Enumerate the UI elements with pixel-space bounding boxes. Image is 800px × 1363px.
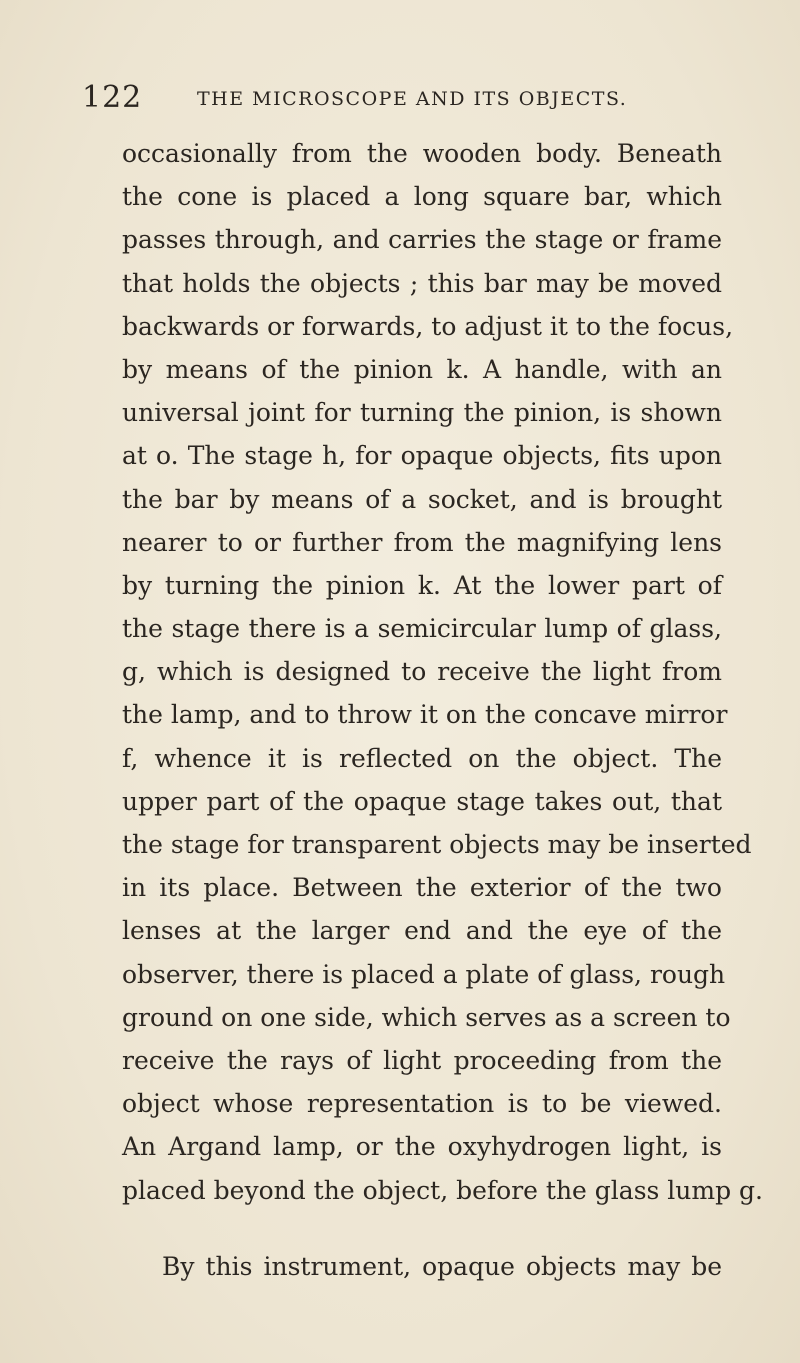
text-line: the stage there is a semicircular lump of glass, [122, 614, 722, 644]
text-line: ground on one side, which serves as a screen to [122, 1002, 731, 1032]
text-line: occasionally from the wooden body. Beneath [122, 139, 722, 168]
running-title: THE MICROSCOPE AND ITS OBJECTS. [197, 88, 628, 110]
text-line: nearer to or further from the magnifying lens [122, 527, 722, 557]
text-line: in its place. Between the exterior of the two [122, 873, 722, 903]
text-line: the bar by means of a socket, and is brought [122, 484, 722, 514]
text-line: placed beyond the object, before the glass lump g. [122, 1175, 764, 1205]
text-line: at o. The stage h, for opaque objects, fits upon [122, 441, 722, 471]
text-line: universal joint for turning the pinion, is shown [122, 398, 722, 428]
page-number: 122 [82, 80, 143, 115]
text-line: upper part of the opaque stage takes out, that [122, 786, 722, 816]
text-line: the lamp, and to throw it on the concave mirror [122, 700, 728, 730]
text-line: by means of the pinion k. A handle, with an [122, 354, 722, 384]
text-line: By this instrument, opaque objects may be [162, 1252, 722, 1281]
text-line: g, which is designed to receive the light from [122, 657, 722, 687]
text-line: lenses at the larger end and the eye of the [122, 916, 722, 946]
text-line: the stage for transparent objects may be inserted [122, 830, 752, 859]
text-line: the cone is placed a long square bar, which [122, 182, 722, 212]
text-line: An Argand lamp, or the oxyhydrogen light, is [122, 1132, 722, 1162]
next-paragraph [162, 1245, 722, 1288]
text-line: backwards or forwards, to adjust it to the focus, [122, 311, 734, 341]
text-line: receive the rays of light proceeding from the [122, 1045, 722, 1075]
text-line: observer, there is placed a plate of glass, rough [122, 959, 726, 989]
text-line: that holds the objects ; this bar may be moved [122, 268, 722, 298]
text-line: passes through, and carries the stage or frame [122, 225, 722, 255]
page-header [82, 80, 722, 120]
text-line: by turning the pinion k. At the lower part of [122, 570, 722, 600]
text-line: f, whence it is reflected on the object. The [122, 743, 722, 773]
paragraph [122, 132, 764, 1212]
text-line: object whose representation is to be viewed. [122, 1089, 722, 1119]
